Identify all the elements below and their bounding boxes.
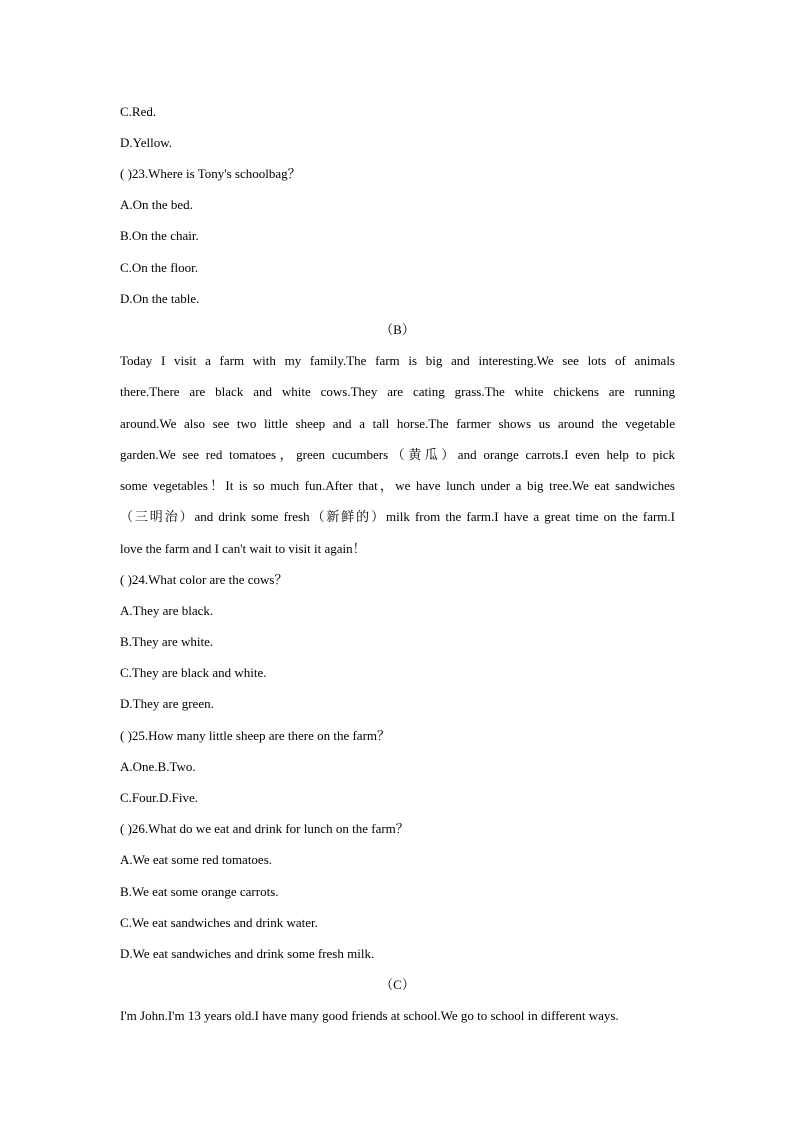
passage-b-line: garden.We see red tomatoes，green cucumbers（黄瓜）and orange carrots.I even help to pick: [120, 447, 675, 462]
q25-options-ab: A.One.B.Two.: [120, 759, 196, 774]
passage-b-line: Today I visit a farm with my family.The farm is big and interesting.We see lots of animals: [120, 353, 675, 368]
passage-b-line: love the farm and I can't wait to visit it again！: [120, 541, 366, 556]
passage-b-line: （三明治）and drink some fresh（新鲜的）milk from the farm.I have a great time on the farm.I: [120, 509, 675, 524]
q25-question: ( )25.How many little sheep are there on the farm？: [120, 728, 391, 743]
q26-option-b: B.We eat some orange carrots.: [120, 884, 279, 899]
q26-question: ( )26.What do we eat and drink for lunch on the farm？: [120, 821, 409, 836]
q24-option-a: A.They are black.: [120, 603, 214, 618]
q26-option-c: C.We eat sandwiches and drink water.: [120, 915, 318, 930]
q23-option-b: B.On the chair.: [120, 228, 199, 243]
q23-option-a: A.On the bed.: [120, 197, 193, 212]
q26-option-a: A.We eat some red tomatoes.: [120, 852, 273, 867]
q23-option-c: C.On the floor.: [120, 260, 198, 275]
passage-b-line: around.We also see two little sheep and a tall horse.The farmer shows us around the vegetable: [120, 416, 675, 431]
q24-option-d: D.They are green.: [120, 696, 214, 711]
passage-b-line: there.There are black and white cows.They are cating grass.The white chickens are running: [120, 384, 675, 399]
q25-options-cd: C.Four.D.Five.: [120, 790, 199, 805]
q24-option-c: C.They are black and white.: [120, 665, 267, 680]
passage-b-line: some vegetables！It is so much fun.After that，we have lunch under a big tree.We eat sandwiches: [120, 478, 675, 493]
q23-option-d: D.On the table.: [120, 291, 200, 306]
q22-option-c: C.Red.: [120, 104, 157, 119]
q23-question: ( )23.Where is Tony's schoolbag？: [120, 166, 301, 181]
q24-option-b: B.They are white.: [120, 634, 214, 649]
q26-option-d: D.We eat sandwiches and drink some fresh milk.: [120, 946, 375, 961]
passage-c-line: I'm John.I'm 13 years old.I have many good friends at school.We go to school in different ways.: [120, 1008, 619, 1023]
section-c-heading: （C）: [380, 977, 415, 992]
q22-option-d: D.Yellow.: [120, 135, 173, 150]
q24-question: ( )24.What color are the cows？: [120, 572, 288, 587]
section-b-heading: （B）: [380, 322, 415, 337]
